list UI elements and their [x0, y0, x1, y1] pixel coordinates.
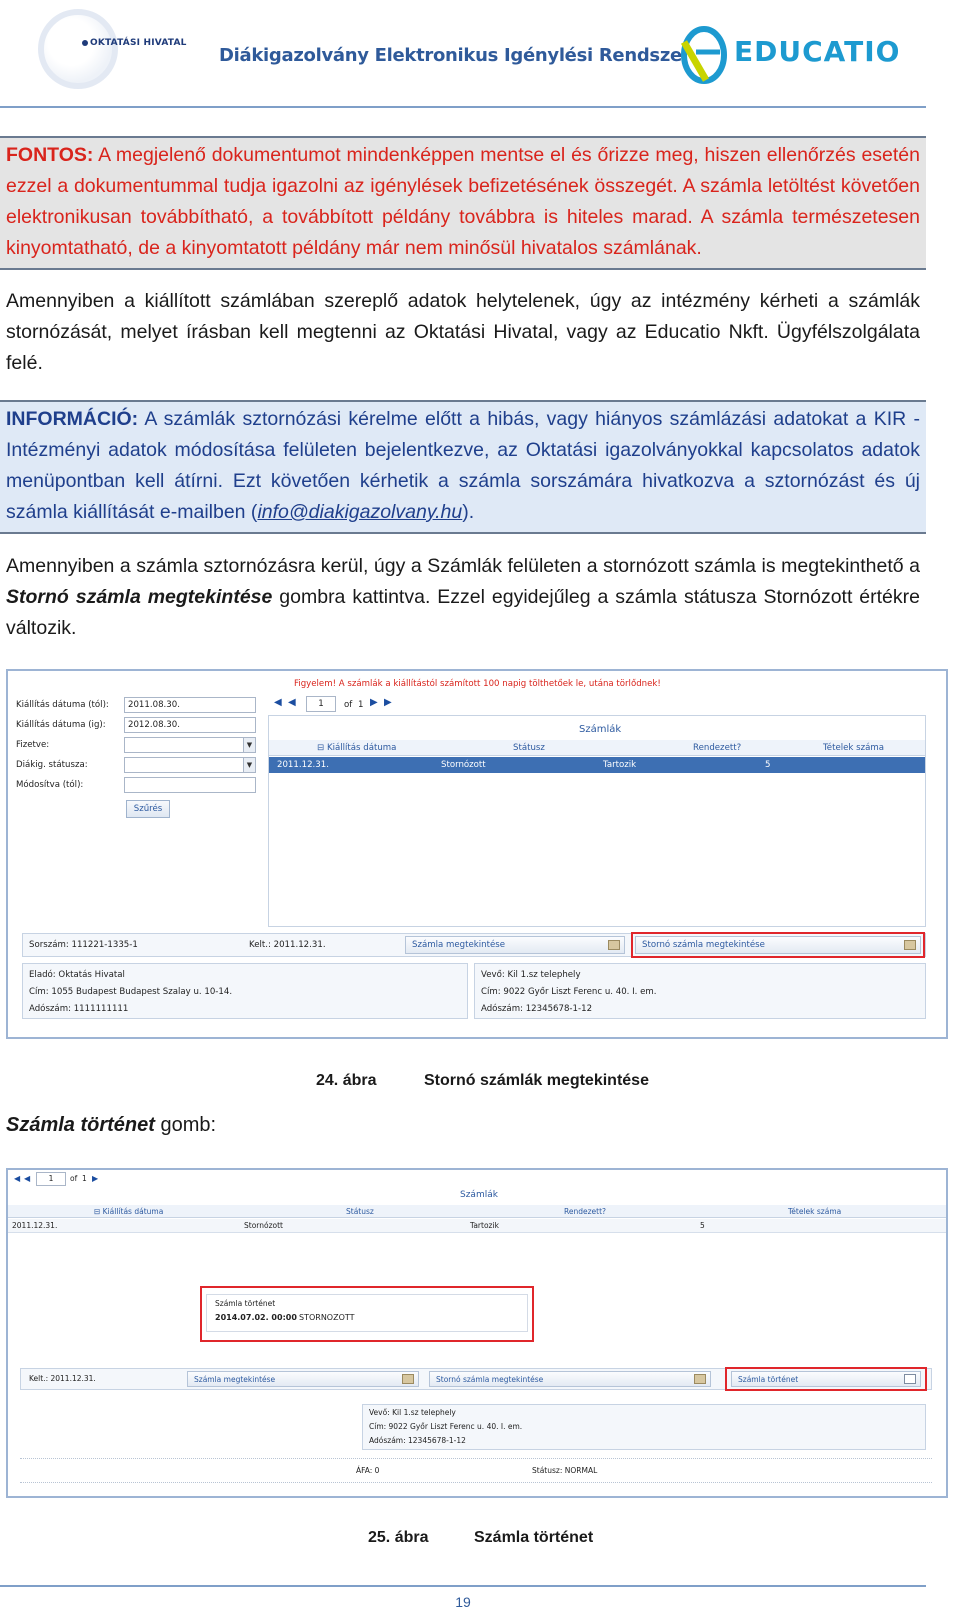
buyer-address: Cím: 9022 Győr Liszt Ferenc u. 40. I. em.	[369, 1422, 523, 1431]
document-icon	[402, 1374, 414, 1384]
invoices-grid	[268, 715, 926, 927]
next-page-icon[interactable]: ▶	[92, 1174, 99, 1183]
modified-from-label: Módosítva (tól):	[16, 780, 84, 790]
chevron-down-icon: ▼	[243, 738, 255, 752]
support-email-link[interactable]: info@diakigazolvany.hu	[257, 501, 463, 523]
educatio-mark-icon	[676, 22, 732, 88]
storno-button-reference: Stornó számla megtekintése	[6, 586, 273, 608]
row-status: Stornózott	[441, 760, 486, 770]
grid-header	[8, 1205, 946, 1218]
seller-panel	[22, 963, 468, 1019]
paid-label: Fizetve:	[16, 740, 50, 750]
buyer-name: Vevő: Kil 1.sz telephely	[369, 1408, 456, 1417]
chevron-down-icon: ▼	[243, 758, 255, 772]
row-settled: Tartozik	[470, 1221, 499, 1230]
highlight-frame	[725, 1367, 927, 1391]
sort-icon: ⊟	[317, 743, 327, 753]
pager-of: of	[344, 700, 353, 710]
col-settled[interactable]: Rendezett?	[564, 1207, 607, 1216]
information-end: ).	[462, 501, 475, 523]
col-issue-date[interactable]	[317, 743, 396, 753]
col-issue-date-label: Kiállítás dátuma	[102, 1207, 164, 1216]
col-issue-date-label: Kiállítás dátuma	[326, 743, 397, 753]
grid-title: Számlák	[579, 724, 622, 735]
prev-page-icon[interactable]: ◀	[24, 1174, 31, 1183]
seller-address: Cím: 1055 Budapest Budapest Szalay u. 10-14.	[29, 987, 233, 997]
row-item-count: 5	[765, 760, 771, 770]
highlight-frame	[631, 932, 925, 958]
seller-name: Eladó: Oktatás Hivatal	[29, 970, 125, 980]
figure-25-title: Számla történet	[474, 1529, 594, 1546]
col-issue-date[interactable]	[94, 1207, 163, 1216]
history-status: STORNOZOTT	[299, 1313, 355, 1322]
row-item-count: 5	[700, 1221, 705, 1230]
educatio-logo	[676, 22, 916, 88]
col-item-count[interactable]: Tételek száma	[788, 1207, 842, 1216]
history-button-heading-bold: Számla történet	[6, 1114, 155, 1136]
history-datetime: 2014.07.02. 00:00	[215, 1313, 297, 1322]
download-warning: Figyelem! A számlák a kiállítástól számított 100 napig tölthetőek le, utána törlődnek!	[294, 679, 661, 689]
invoice-serial: Sorszám: 111221-1335-1	[29, 940, 138, 950]
footer-rule	[0, 1585, 926, 1587]
row-status: Stornózott	[244, 1221, 283, 1230]
view-invoice-label: Számla megtekintése	[412, 940, 505, 950]
figure-25-number: 25. ábra	[368, 1529, 429, 1546]
header-rule	[0, 106, 926, 108]
logo-circle-icon	[38, 9, 118, 89]
invoice-detail-bar	[22, 933, 926, 957]
seller-tax-number: Adószám: 1111111111	[29, 1004, 129, 1014]
page-number-input[interactable]: 1	[36, 1172, 66, 1186]
buyer-tax-number: Adószám: 12345678-1-12	[369, 1436, 466, 1445]
invoice-screen-screenshot	[6, 669, 948, 1039]
document-icon	[694, 1374, 706, 1384]
paragraph-storno-view-end: gombra kattintva. Ezzel egyidejűleg a számla státusza Stornózott értékre változik.	[6, 586, 920, 639]
pager-total: 1	[82, 1174, 87, 1183]
invoice-date: Kelt.: 2011.12.31.	[249, 940, 326, 950]
information-text: A számlák sztornózási kérelme előtt a hibás, vagy hiányos számlázási adatokat a KIR - Intézményi adatok módosítása felületen bejelentkezve, az Oktatási igazolványokkal kapcsolatos adatok menüpontban kell átírni. Ezt követően kérhetik a számla sorszámára hivatkozva a sztornózást és új számla kiállítását e-mailben (	[6, 408, 920, 523]
logo-left-text: OKTATÁSI HIVATAL	[90, 38, 187, 48]
history-button-heading-rest: gomb:	[154, 1114, 217, 1136]
row-issue-date: 2011.12.31.	[277, 760, 329, 770]
paragraph-storno-request: Amennyiben a kiállított számlában szereplő adatok helytelenek, úgy az intézmény kérheti a számlák stornózását, melyet írásban kell megtenni az Oktatási Hivatal, vagy az Educatio Nkft. Ügyfélszolgálata felé.	[6, 290, 920, 374]
information-notice	[0, 400, 926, 534]
important-text: A megjelenő dokumentumot mindenképpen mentse el és őrizze meg, hiszen ellenőrzés esetén ezzel a dokumentummal tudja igazolni az igénylések befizetésének összegét. A számla letöltést követően elektronikusan továbbítható, a továbbított példány továbbra is hiteles marad. A számla természetesen kinyomtatható, de a kinyomtatott példány már nem minősül hivatalos számlának.	[6, 144, 920, 259]
history-title: Számla történet	[215, 1299, 276, 1308]
invoice-history-screenshot	[6, 1168, 948, 1498]
information-label: INFORMÁCIÓ:	[6, 408, 139, 430]
buyer-address: Cím: 9022 Győr Liszt Ferenc u. 40. I. em.	[481, 987, 657, 997]
invoice-date: Kelt.: 2011.12.31.	[29, 1374, 96, 1383]
view-invoice-button[interactable]	[405, 936, 625, 954]
important-notice	[0, 136, 926, 270]
paid-select[interactable]	[124, 737, 256, 753]
sort-icon: ⊟	[94, 1207, 103, 1216]
logo-dot-icon	[82, 40, 88, 46]
important-label: FONTOS:	[6, 144, 94, 166]
page-number-input[interactable]: 1	[306, 696, 336, 712]
next-page-icon[interactable]: ▶	[370, 697, 378, 708]
figure-24-number: 24. ábra	[316, 1072, 377, 1089]
card-status-select[interactable]	[124, 757, 256, 773]
figure-24-title: Stornó számlák megtekintése	[424, 1072, 649, 1089]
last-page-icon[interactable]: ▶	[384, 697, 392, 708]
invoice-detail-bar	[20, 1368, 932, 1390]
paragraph-storno-view-start: Amennyiben a számla sztornózásra kerül, úgy a Számlák felületen a stornózott számla is megtekinthető a	[6, 555, 920, 577]
first-page-icon[interactable]: ◀	[14, 1174, 21, 1183]
row-issue-date: 2011.12.31.	[12, 1221, 58, 1230]
view-storno-invoice-label: Stornó számla megtekintése	[436, 1375, 544, 1384]
document-icon	[608, 940, 620, 950]
page-header	[0, 0, 960, 110]
vat-value: ÁFA: 0	[356, 1466, 380, 1475]
modified-from-input[interactable]	[124, 777, 256, 793]
grid-header	[269, 740, 925, 756]
divider	[20, 1482, 932, 1483]
view-invoice-label: Számla megtekintése	[194, 1375, 276, 1384]
issue-date-from-input[interactable]: 2011.08.30.	[124, 697, 256, 713]
buyer-panel	[362, 1404, 926, 1450]
grid-title: Számlák	[460, 1190, 498, 1200]
col-status[interactable]: Státusz	[513, 743, 545, 753]
educatio-text: EDUCATIO	[734, 35, 901, 68]
col-status[interactable]: Státusz	[346, 1207, 374, 1216]
view-storno-invoice-button[interactable]	[429, 1371, 711, 1387]
pager-of: of	[70, 1174, 78, 1183]
prev-page-icon[interactable]: ◀	[288, 697, 296, 708]
filter-button[interactable]: Szűrés	[126, 800, 170, 818]
view-storno-invoice-label: Stornó számla megtekintése	[642, 940, 765, 950]
view-invoice-button[interactable]	[187, 1371, 419, 1387]
col-settled[interactable]: Rendezett?	[693, 743, 742, 753]
invoice-history-panel	[206, 1294, 528, 1332]
table-row[interactable]	[269, 757, 925, 773]
paragraph-storno-view	[0, 551, 926, 644]
first-page-icon[interactable]: ◀	[274, 697, 282, 708]
invoice-history-label: Számla történet	[738, 1375, 799, 1384]
history-button-heading	[6, 1114, 216, 1137]
oktatasi-hivatal-logo	[30, 5, 220, 95]
card-status-label: Diákig. státusza:	[16, 760, 88, 770]
issue-date-from-label: Kiállítás dátuma (tól):	[16, 700, 109, 710]
table-row[interactable]	[8, 1219, 946, 1233]
divider	[20, 1458, 932, 1459]
buyer-tax-number: Adószám: 12345678-1-12	[481, 1004, 593, 1014]
header-title: Diákigazolvány Elektronikus Igénylési Rendszer	[219, 45, 691, 66]
buyer-name: Vevő: Kil 1.sz telephely	[481, 970, 581, 980]
pager-total: 1	[358, 700, 364, 710]
issue-date-to-label: Kiállítás dátuma (ig):	[16, 720, 106, 730]
page-number: 19	[455, 1594, 471, 1610]
buyer-panel	[474, 963, 926, 1019]
issue-date-to-input[interactable]: 2012.08.30.	[124, 717, 256, 733]
invoice-status: Státusz: NORMAL	[532, 1466, 598, 1475]
col-item-count[interactable]: Tételek száma	[823, 743, 885, 753]
row-settled: Tartozik	[603, 760, 637, 770]
